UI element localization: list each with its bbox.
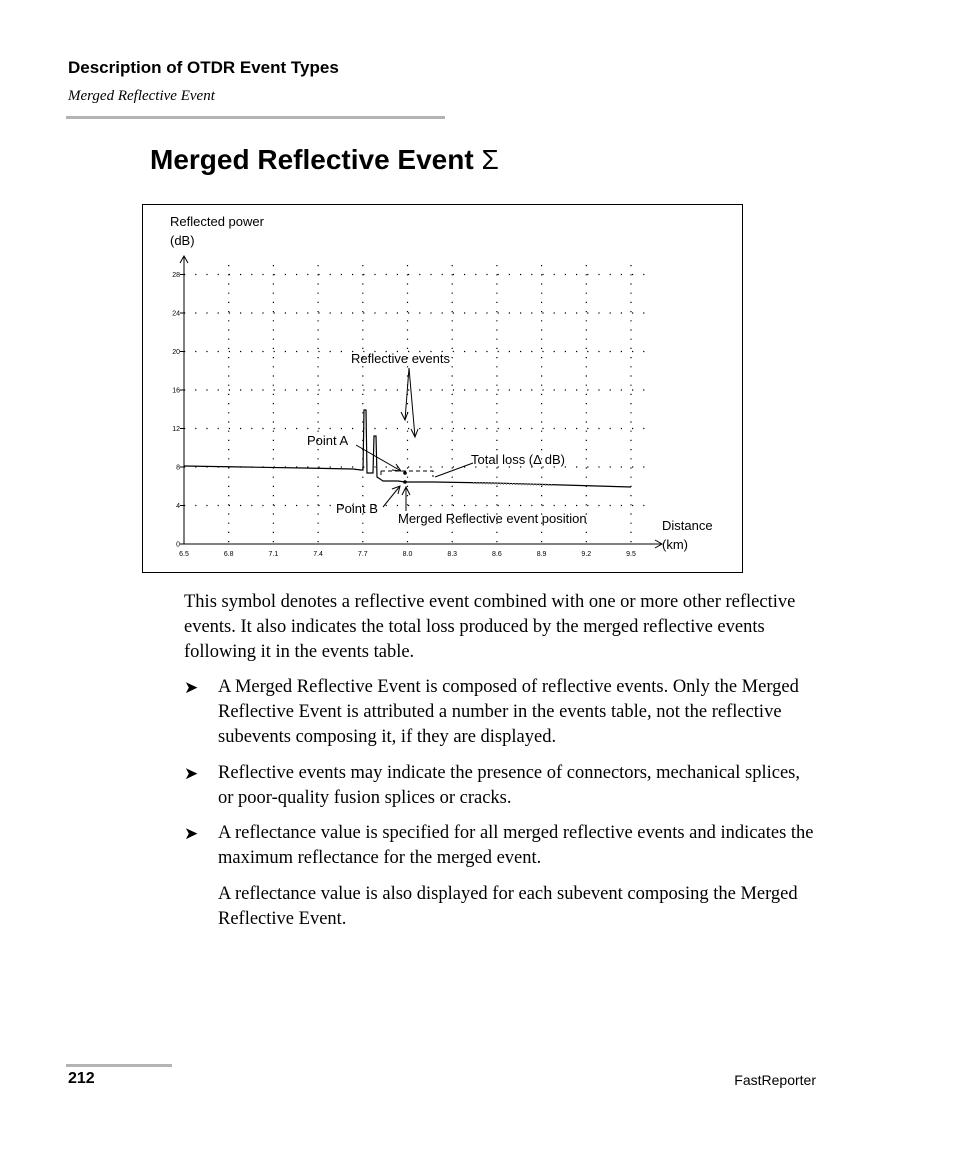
otdr-figure [142, 204, 743, 573]
y-axis-label-line2: (dB) [170, 233, 195, 248]
bullet-text: Reflective events may indicate the presence of connectors, mechanical splices, or poor-quality fusion splices or cracks. [218, 763, 800, 808]
header-subtitle: Merged Reflective Event [68, 88, 215, 104]
y-tick-label: 8 [176, 464, 180, 472]
page-number: 212 [68, 1070, 95, 1087]
section-title-text: Merged Reflective Event [150, 144, 474, 175]
y-tick-label: 0 [176, 541, 180, 549]
bullet-text: A reflectance value is specified for all merged reflective events and indicates the maximum reflectance for the merged event. [218, 823, 814, 868]
footer-product: FastReporter [734, 1072, 816, 1088]
y-tick-label: 20 [172, 349, 180, 356]
label-reflective-events: Reflective events [351, 351, 450, 366]
label-total-loss: Total loss (Δ dB) [471, 452, 565, 467]
label-merged-position: Merged Reflective event position [398, 511, 587, 526]
x-tick-labels [179, 551, 636, 558]
x-tick-label: 7.7 [357, 551, 368, 558]
marker-point [403, 471, 407, 475]
header-rule [66, 116, 445, 119]
label-point-a: Point A [307, 433, 349, 448]
grid [180, 265, 653, 544]
note-paragraph: A reflectance value is also displayed for each subevent composing the Merged Reflective Event. [218, 884, 798, 929]
x-axis-label-line1: Distance [662, 518, 713, 533]
bullet-arrow-icon: ➤ [184, 824, 199, 843]
arrow-reflective-events-2 [409, 368, 415, 437]
arrow-point-b [383, 486, 400, 507]
x-tick-label: 8.0 [402, 551, 413, 558]
x-tick-label: 8.9 [536, 551, 547, 558]
y-tick-label: 28 [172, 272, 180, 279]
label-point-b: Point B [336, 501, 378, 516]
y-tick-labels [172, 272, 180, 549]
y-axis-label-line1: Reflected power [170, 214, 264, 229]
total-loss-bracket [381, 471, 433, 477]
header-title: Description of OTDR Event Types [68, 58, 339, 77]
sigma-symbol: Σ [481, 144, 499, 175]
x-tick-label: 6.8 [223, 551, 234, 558]
arrow-total-loss [435, 463, 473, 477]
bullet-arrow-icon: ➤ [184, 678, 199, 697]
bullet-arrow-icon: ➤ [184, 764, 199, 783]
marker-point [403, 480, 407, 484]
arrowhead [392, 464, 401, 471]
y-tick-label: 12 [172, 426, 180, 433]
x-tick-label: 6.5 [179, 551, 189, 558]
y-tick-label: 4 [176, 503, 180, 510]
otdr-trace-svg [143, 205, 744, 574]
y-tick-label: 16 [172, 387, 180, 395]
bullet-text: A Merged Reflective Event is composed of reflective events. Only the Merged Reflective Event is attributed a number in the events table, not the reflective subevents composing it, if they are displayed. [218, 677, 799, 747]
x-tick-label: 8.6 [492, 551, 502, 558]
footer-rule [66, 1064, 172, 1067]
x-tick-label: 7.1 [268, 551, 279, 558]
y-tick-label: 24 [172, 310, 180, 318]
x-tick-label: 7.4 [313, 551, 323, 558]
section-title [150, 144, 499, 176]
x-tick-label: 9.5 [626, 551, 636, 558]
intro-paragraph: This symbol denotes a reflective event combined with one or more other reflective events. It also indicates the total loss produced by the merged reflective events following it in the events table. [184, 592, 796, 662]
x-tick-label: 9.2 [581, 551, 592, 558]
x-axis-label-line2: (km) [662, 537, 688, 552]
x-tick-label: 8.3 [447, 551, 458, 558]
